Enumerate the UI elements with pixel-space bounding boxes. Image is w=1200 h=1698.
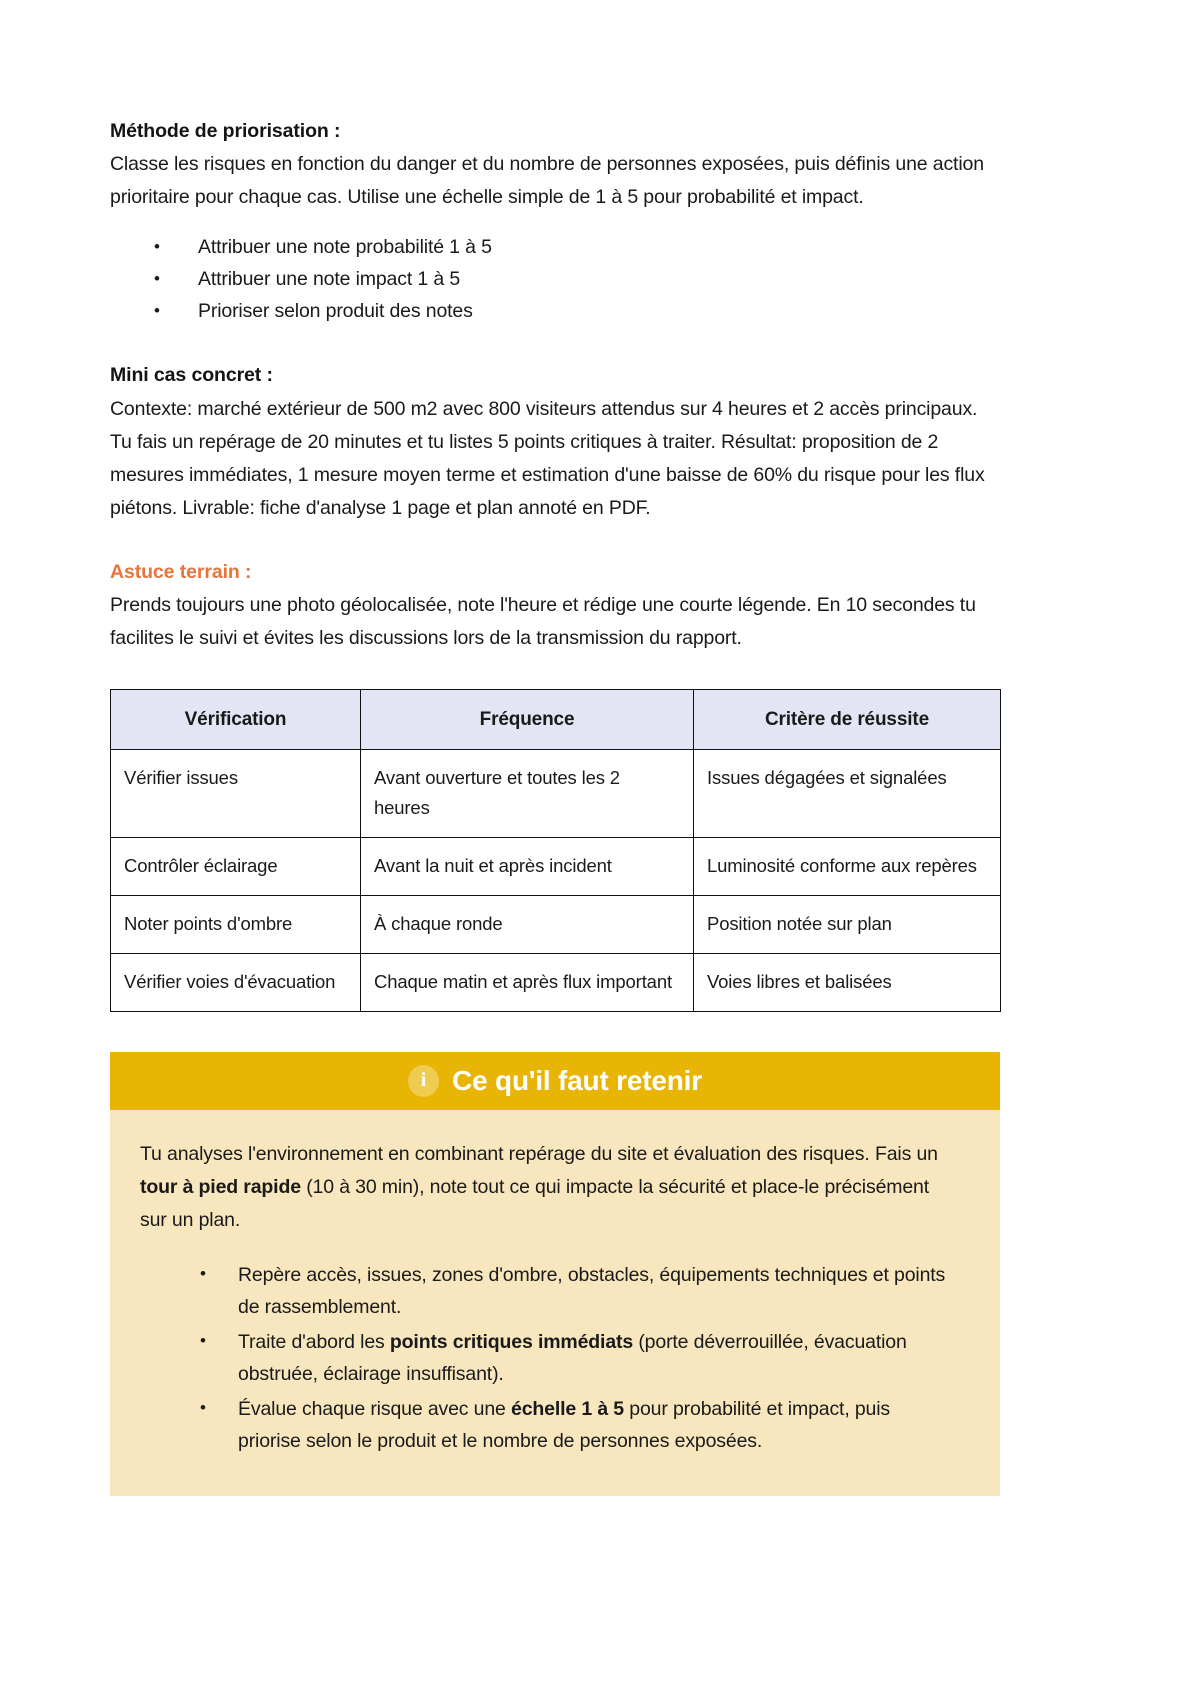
table-cell: Position notée sur plan	[694, 895, 1001, 953]
table-cell: Avant la nuit et après incident	[361, 837, 694, 895]
table-header-cell: Fréquence	[361, 689, 694, 749]
callout-intro-paragraph	[140, 1138, 956, 1237]
table-cell: Vérifier issues	[111, 749, 361, 837]
table-row	[111, 953, 1001, 1011]
list-item: • Attribuer une note probabilité 1 à 5	[198, 232, 1000, 263]
case-study-paragraph: Contexte: marché extérieur de 500 m2 avec 800 visiteurs attendus sur 4 heures et 2 accès principaux. Tu fais un repérage de 20 minutes et tu listes 5 points critiques à traiter. Résultat: proposition de 2 mesures immédiates, 1 mesure moyen terme et estimation d'une baisse de 60% du risque pour les flux piétons. Livrable: fiche d'analyse 1 page et plan annoté en PDF.	[110, 397, 985, 519]
table-cell: À chaque ronde	[361, 895, 694, 953]
list-item: • Attribuer une note impact 1 à 5	[198, 264, 1000, 295]
bullet-bold: points critiques immédiats	[389, 1330, 634, 1353]
spacer	[110, 525, 1000, 559]
spacer	[110, 328, 1000, 362]
bullet-part2: (porte déverrouillée, évacuation obstruée, éclairage insuffisant).	[238, 1330, 907, 1385]
callout-header	[110, 1052, 1000, 1110]
table-cell: Vérifier voies d'évacuation	[111, 953, 361, 1011]
list-item	[238, 1259, 956, 1323]
prioritization-bullet-list	[110, 232, 1000, 327]
document-content	[110, 118, 1000, 1496]
table-cell: Noter points d'ombre	[111, 895, 361, 953]
bullet-part1: Repère accès, issues, zones d'ombre, obstacles, équipements techniques et points de rassemblement.	[238, 1263, 946, 1318]
callout-intro-bold: tour à pied rapide	[140, 1175, 301, 1198]
table-cell: Luminosité conforme aux repères	[694, 837, 1001, 895]
bullet-bold: échelle 1 à 5	[511, 1397, 624, 1420]
info-icon: i	[408, 1065, 439, 1097]
callout-body	[110, 1110, 1000, 1496]
prioritization-heading: Méthode de priorisation :	[110, 120, 341, 142]
callout-intro-part1: Tu analyses l'environnement en combinant repérage du site et évaluation des risques. Fais un	[140, 1142, 938, 1165]
bullet-part1: Évalue chaque risque avec une	[238, 1397, 512, 1420]
table-cell: Contrôler éclairage	[111, 837, 361, 895]
callout-intro-part2: (10 à 30 min), note tout ce qui impacte la sécurité et place-le précisément sur un plan.	[140, 1175, 930, 1231]
table-header-cell: Vérification	[111, 689, 361, 749]
list-item	[238, 1393, 956, 1457]
table-row	[111, 895, 1001, 953]
list-item	[238, 1326, 956, 1390]
table-cell: Avant ouverture et toutes les 2 heures	[361, 749, 694, 837]
key-takeaway-callout	[110, 1052, 1000, 1496]
bullet-part1: Traite d'abord les	[238, 1330, 390, 1353]
table-cell: Voies libres et balisées	[694, 953, 1001, 1011]
field-tip-heading: Astuce terrain :	[110, 560, 252, 583]
callout-bullet-list	[140, 1259, 956, 1457]
table-header-cell: Critère de réussite	[694, 689, 1001, 749]
list-item: • Prioriser selon produit des notes	[198, 296, 1000, 327]
case-study-heading: Mini cas concret :	[110, 364, 273, 387]
table-row	[111, 837, 1001, 895]
table-cell: Issues dégagées et signalées	[694, 749, 1001, 837]
field-tip-paragraph: Prends toujours une photo géolocalisée, note l'heure et rédige une courte légende. En 10 secondes tu facilites le suivi et évites les discussions lors de la transmission du rapport.	[110, 593, 976, 649]
verification-table	[110, 689, 1001, 1012]
prioritization-paragraph: Classe les risques en fonction du danger et du nombre de personnes exposées, puis définis une action prioritaire pour chaque cas. Utilise une échelle simple de 1 à 5 pour probabilité et impact.	[110, 153, 984, 209]
table-row	[111, 749, 1001, 837]
table-cell: Chaque matin et après flux important	[361, 953, 694, 1011]
bullet-part2: pour probabilité et impact, puis priorise selon le produit et le nombre de personnes exposées.	[238, 1397, 891, 1452]
callout-title: Ce qu'il faut retenir	[452, 1064, 702, 1096]
table-header-row	[111, 689, 1001, 749]
